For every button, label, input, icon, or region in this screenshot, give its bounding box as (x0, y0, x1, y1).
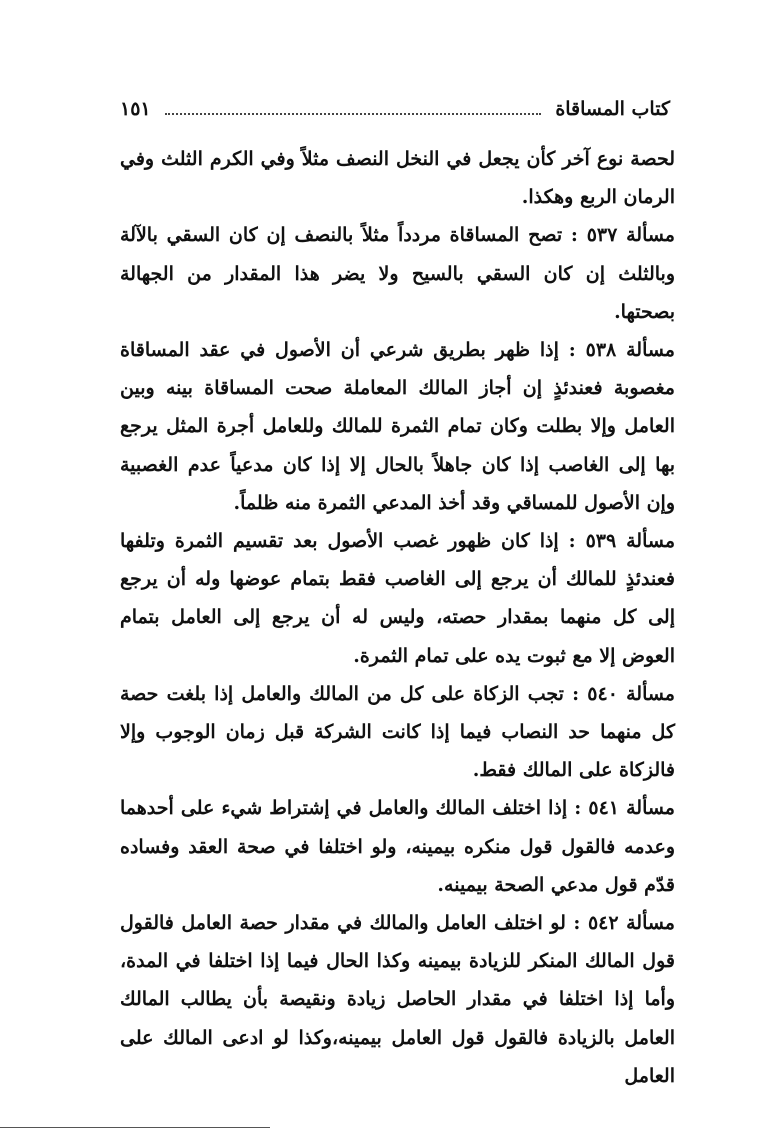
paragraph (120, 216, 675, 331)
paragraph (120, 522, 675, 675)
issue-label: مسألة ٥٤١ (588, 797, 675, 820)
paragraph-text: : تصح المساقاة مردداً مثلاً بالنصف إن كان السقي بالآلة وبالثلث إن كان السقي بالسيح ولا يضر هذا المقدار من الجهالة بصحتها. (120, 224, 675, 323)
paragraph (120, 904, 675, 1095)
footer-rule (0, 1127, 270, 1128)
paragraph (120, 789, 675, 904)
running-header (120, 92, 670, 126)
paragraph-text: : إذا اختلف المالك والعامل في إشتراط شيء على أحدهما وعدمه فالقول قول منكره بيمينه، ولو اختلفا في صحة العقد وفساده قدّم قول مدعي الصحة بيمينه. (120, 797, 675, 896)
issue-label: مسألة ٥٤٠ (587, 682, 675, 705)
paragraph-text: لحصة نوع آخر كأن يجعل في النخل النصف مثلاً وفي الكرم الثلث وفي الرمان الربع وهكذا. (120, 148, 675, 209)
chapter-title: كتاب المساقاة (555, 98, 670, 120)
paragraph (120, 675, 675, 790)
paragraph (120, 331, 675, 522)
issue-label: مسألة ٥٣٨ (585, 339, 675, 362)
dot-leader (165, 113, 542, 115)
issue-label: مسألة ٥٣٩ (585, 530, 675, 553)
issue-label: مسألة ٥٣٧ (586, 224, 675, 247)
paragraph-text: : إذا كان ظهور غصب الأصول بعد تقسيم الثمرة وتلفها فعندئذٍ للمالك أن يرجع إلى الغاصب فقط بتمام عوضها وله أن يرجع إلى كل منهما بمقدار حصته، وليس له أن يرجع إلى العامل بتمام العوض إلا مع ثبوت يده على تمام الثمرة. (120, 530, 675, 667)
paragraph-text: : إذا ظهر بطريق شرعي أن الأصول في عقد المساقاة مغصوبة فعندئذٍ إن أجاز المالك المعاملة صحت المساقاة بينه وبين العامل وإلا بطلت وكان تمام الثمرة للمالك وللعامل أجرة المثل يرجع بها إلى الغاصب إذا كان جاهلاً بالحال إلا إذا كان مدعياً عدم الغصبية وإن الأصول للمساقي وقد أخذ المدعي الثمرة منه ظلماً. (120, 339, 675, 514)
paragraph-text: : لو اختلف العامل والمالك في مقدار حصة العامل فالقول قول المالك المنكر للزيادة بيمينه وكذا الحال فيما إذا اختلفا في المدة، وأما إذا اختلفا في مقدار الحاصل زيادة ونقيصة بأن يطالب المالك العامل بالزيادة فالقول قول العامل بيمينه،وكذا لو ادعى المالك على العامل (120, 912, 675, 1087)
paragraph-text: : تجب الزكاة على كل من المالك والعامل إذا بلغت حصة كل منهما حد النصاب فيما إذا كانت الشركة قبل زمان الوجوب وإلا فالزكاة على المالك فقط. (120, 682, 675, 782)
paragraph (120, 140, 675, 216)
page-number: ١٥١ (120, 98, 151, 120)
issue-label: مسألة ٥٤٢ (587, 912, 675, 935)
page-body (120, 140, 675, 1095)
